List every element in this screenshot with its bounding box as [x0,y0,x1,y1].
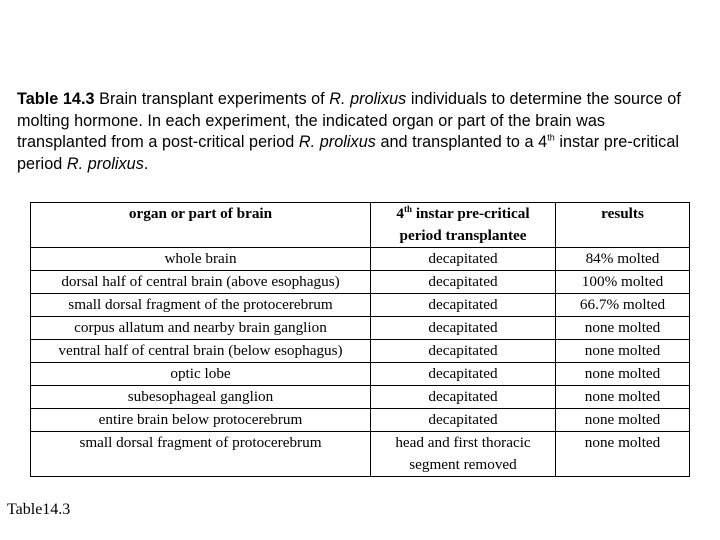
cell-organ: small dorsal fragment of the protocerebrum [31,294,371,317]
caption-species-2: R. prolixus [298,133,376,151]
header-transplantee: 4th instar pre-critical period transplantee [371,203,556,248]
cell-transplantee: decapitated [371,317,556,340]
cell-organ: small dorsal fragment of protocerebrum [31,432,371,477]
cell-transplantee: decapitated [371,340,556,363]
header-results: results [556,203,690,248]
cell-transplantee: decapitated [371,409,556,432]
table-row [31,340,690,363]
cell-organ: dorsal half of central brain (above esophagus) [31,271,371,294]
caption-text-1: Brain transplant experiments of [94,90,330,108]
cell-transplantee: decapitated [371,386,556,409]
cell-result: none molted [556,317,690,340]
table-caption [17,89,687,175]
table-row [31,409,690,432]
table-row [31,248,690,271]
table-row [31,317,690,340]
cell-transplantee: decapitated [371,363,556,386]
table-header-row [31,203,690,248]
cell-result: none molted [556,386,690,409]
caption-species-3: R. prolixus [66,154,144,173]
table-row [31,432,690,477]
slide-footer-label: Table14.3 [7,501,71,518]
cell-transplantee: decapitated [371,294,556,317]
table-row [31,363,690,386]
cell-organ: corpus allatum and nearby brain ganglion [31,317,371,340]
caption-text-2: individuals to determine the source of molting hormone. In each experiment, the indicated organ or part of the brain was transplanted from a post-critical period [17,90,681,151]
cell-transplantee-line-1: head and first thoracic [395,434,531,451]
cell-transplantee: decapitated [371,248,556,271]
cell-transplantee: decapitated [371,271,556,294]
cell-result: none molted [556,363,690,386]
caption-label: Table 14.3 [17,90,95,108]
cell-result: 84% molted [556,248,690,271]
table-row [31,294,690,317]
cell-result: 100% molted [556,271,690,294]
cell-organ: ventral half of central brain (below esophagus) [31,340,371,363]
transplant-table [30,202,690,477]
cell-transplantee-line-2: segment removed [409,456,517,473]
cell-organ: entire brain below protocerebrum [31,409,371,432]
cell-result: 66.7% molted [556,294,690,317]
cell-result: none molted [556,340,690,363]
caption-text-4: instar pre-critical period [17,133,680,173]
header-organ: organ or part of brain [31,203,371,248]
cell-organ: subesophageal ganglion [31,386,371,409]
table-row [31,386,690,409]
caption-superscript: th [547,132,555,143]
caption-text-3: and transplanted to a 4 [375,133,548,151]
table-row [31,271,690,294]
cell-organ: optic lobe [31,363,371,386]
cell-transplantee [371,432,556,477]
cell-result: none molted [556,409,690,432]
caption-text-5: . [143,154,149,173]
cell-result: none molted [556,432,690,477]
cell-organ: whole brain [31,248,371,271]
caption-species-1: R. prolixus [329,90,407,108]
